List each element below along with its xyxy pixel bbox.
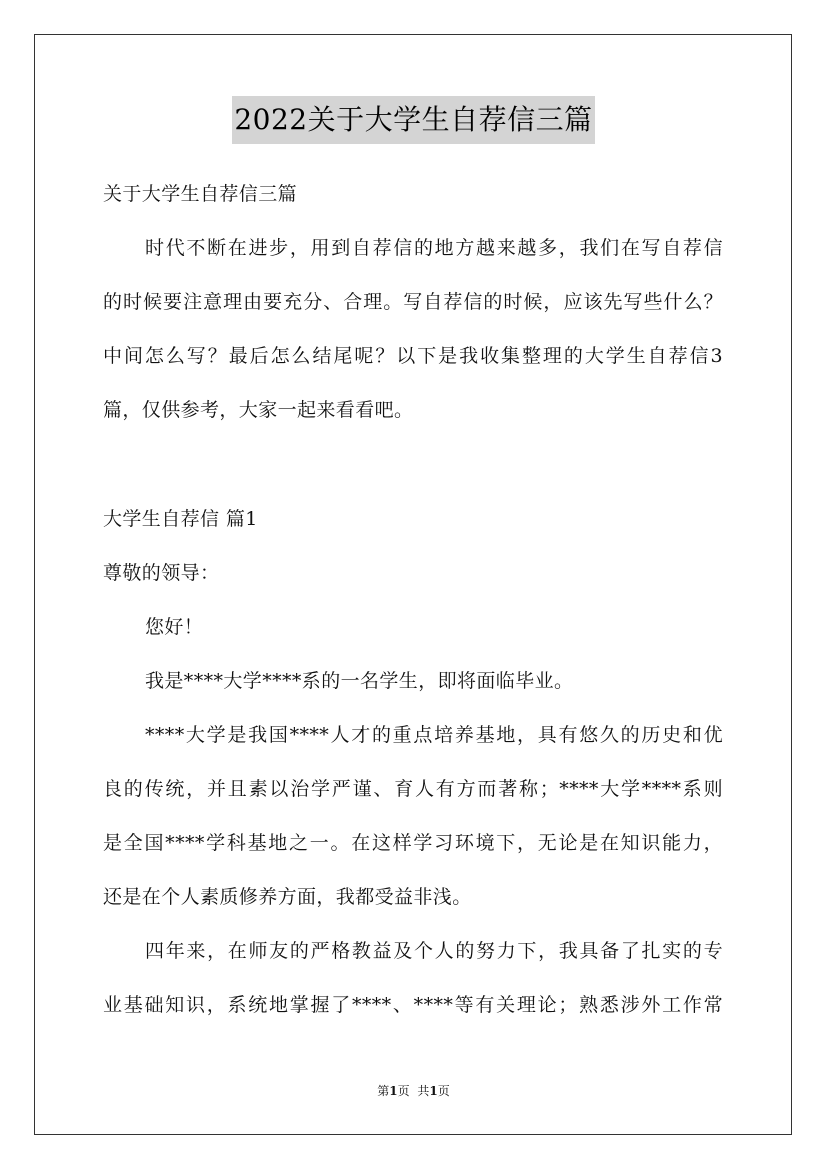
intro-line: 时代不断在进步，用到自荐信的地方越来越多，我们在写自荐信 <box>145 237 723 259</box>
body-line: 良的传统，并且素以治学严谨、育人有方而著称；****大学****系则 <box>103 778 723 800</box>
document-title: 2022关于大学生自荐信三篇 <box>232 96 594 144</box>
intro-line: 中间怎么写？最后怎么结尾呢？以下是我收集整理的大学生自荐信3 <box>103 345 723 367</box>
total-suffix: 页 <box>437 1084 450 1098</box>
section-heading: 大学生自荐信 篇1 <box>103 508 258 530</box>
title-container <box>0 96 827 144</box>
salutation: 尊敬的领导： <box>103 562 220 584</box>
total-prefix: 共 <box>417 1084 430 1098</box>
body-line: 业基础知识，系统地掌握了****、****等有关理论；熟悉涉外工作常 <box>103 994 723 1016</box>
intro-line: 篇，仅供参考，大家一起来看看吧。 <box>103 399 414 421</box>
page-footer <box>0 1083 827 1099</box>
document-subtitle: 关于大学生自荐信三篇 <box>103 183 298 205</box>
body-line: ****大学是我国****人才的重点培养基地，具有悠久的历史和优 <box>145 724 723 746</box>
greeting: 您好！ <box>145 616 204 638</box>
body-line: 四年来，在师友的严格教益及个人的努力下，我具备了扎实的专 <box>145 940 723 962</box>
page-suffix: 页 <box>397 1084 410 1098</box>
body-line: 我是****大学****系的一名学生，即将面临毕业。 <box>145 670 574 692</box>
page-prefix: 第 <box>377 1084 390 1098</box>
page-number: 1 <box>389 1084 398 1098</box>
body-line: 还是在个人素质修养方面，我都受益非浅。 <box>103 886 472 908</box>
body-line: 是全国****学科基地之一。在这样学习环境下，无论是在知识能力， <box>103 832 723 854</box>
intro-line: 的时候要注意理由要充分、合理。写自荐信的时候，应该先写些什么？ <box>103 291 723 313</box>
total-pages: 1 <box>429 1084 438 1098</box>
